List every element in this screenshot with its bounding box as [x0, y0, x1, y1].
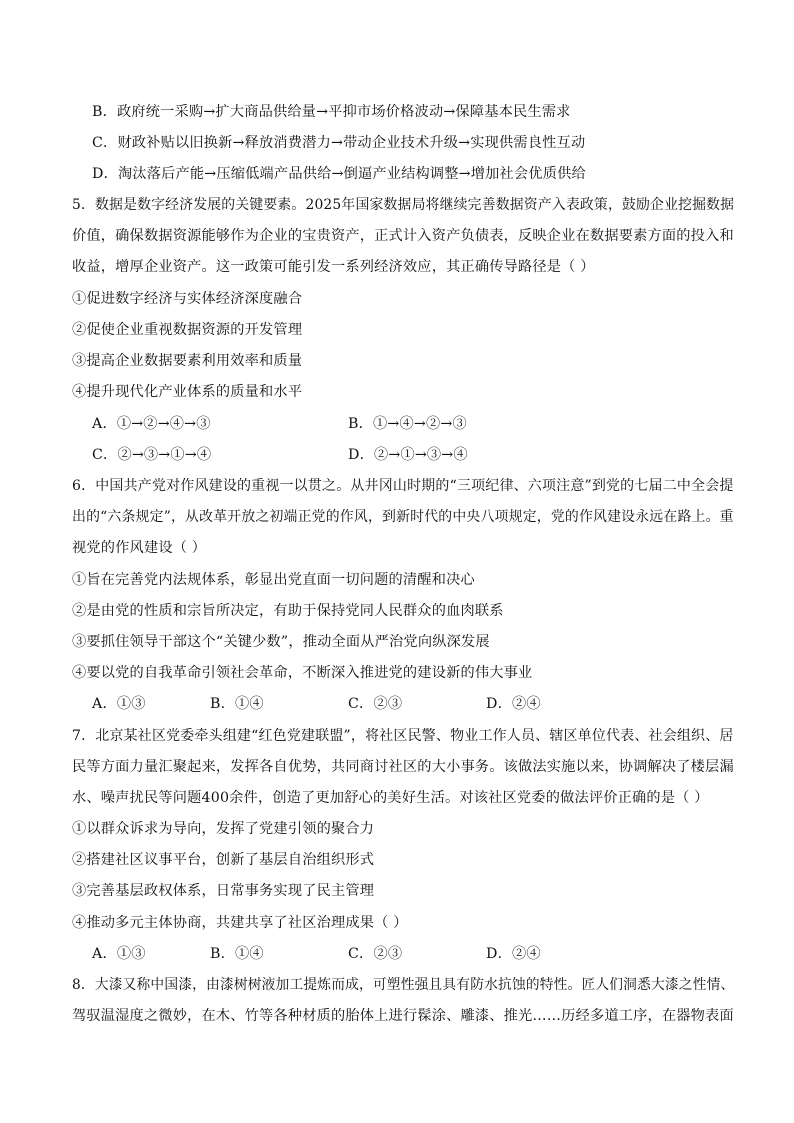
q7-stem-line-1: 7．北京某社区党委牵头组建“红色党建联盟”，将社区民警、物业工作人员、辖区单位代表、社会组织、居 [72, 728, 734, 744]
q6-option-b[interactable]: B．①④ [210, 696, 264, 712]
q7-option-b[interactable]: B．①④ [210, 946, 264, 962]
q5-option-a[interactable]: A．①→②→④→③ [92, 416, 211, 432]
q6-item-1: ①旨在完善党内法规体系，彰显出党直面一切问题的清醒和决心 [72, 572, 475, 588]
q7-item-3: ③完善基层政权体系，日常事务实现了民主管理 [72, 883, 375, 899]
q5-option-c[interactable]: C．②→③→①→④ [92, 447, 212, 463]
q6-option-c[interactable]: C．②③ [348, 696, 403, 712]
q5-option-b[interactable]: B．①→④→②→③ [348, 416, 467, 432]
q7-item-4: ④推动多元主体协商，共建共享了社区治理成果（ ） [72, 915, 408, 931]
q4-option-b: B．政府统一采购→扩大商品供给量→平抑市场价格波动→保障基本民生需求 [92, 104, 571, 120]
q7-option-d[interactable]: D．②④ [486, 946, 541, 962]
q4-option-d: D．淘汰落后产能→压缩低端产品供给→倒逼产业结构调整→增加社会优质供给 [92, 166, 586, 182]
q5-stem-line-1: 5．数据是数字经济发展的关键要素。2025年国家数据局将继续完善数据资产入表政策，鼓励企业挖掘数据 [72, 197, 735, 213]
q7-option-a[interactable]: A．①③ [92, 946, 146, 962]
q6-item-3: ③要抓住领导干部这个“关键少数”，推动全面从严治党向纵深发展 [72, 634, 490, 650]
q6-stem-line-1: 6．中国共产党对作风建设的重视一以贯之。从井冈山时期的“三项纪律、六项注意”到党的七届二中全会提 [72, 478, 734, 494]
q6-item-4: ④要以党的自我革命引领社会革命，不断深入推进党的建设新的伟大事业 [72, 665, 533, 681]
q6-stem-line-3: 视党的作风建设（ ） [72, 540, 207, 556]
q7-stem-line-2: 民等方面力量汇聚起来，发挥各自优势，共同商讨社区的大小事务。该做法实施以来，协调解决了楼层漏 [72, 759, 734, 775]
q5-item-3: ③提高企业数据要素利用效率和质量 [72, 353, 303, 369]
q7-item-2: ②搭建社区议事平台，创新了基层自治组织形式 [72, 852, 375, 868]
q8-stem-line-2: 驾驭温湿度之微妙，在木、竹等各种材质的胎体上进行髹涂、雕漆、推光……历经多道工序，在器物表面 [72, 1008, 734, 1024]
q5-item-2: ②促使企业重视数据资源的开发管理 [72, 322, 303, 338]
q7-stem-line-3: 水、噪声扰民等问题400余件，创造了更加舒心的美好生活。对该社区党委的做法评价正确的是（ ） [72, 790, 709, 806]
q7-item-1: ①以群众诉求为导向，发挥了党建引领的聚合力 [72, 821, 375, 837]
q6-item-2: ②是由党的性质和宗旨所决定，有助于保持党同人民群众的血肉联系 [72, 603, 504, 619]
q6-stem-line-2: 出的“六条规定”，从改革开放之初端正党的作风，到新时代的中央八项规定，党的作风建设永远在路上。重 [72, 509, 734, 525]
q5-stem-line-3: 收益，增厚企业资产。这一政策可能引发一系列经济效应，其正确传导路径是（ ） [72, 259, 595, 275]
q5-item-4: ④提升现代化产业体系的质量和水平 [72, 384, 303, 400]
q5-item-1: ①促进数字经济与实体经济深度融合 [72, 291, 303, 307]
q6-option-d[interactable]: D．②④ [486, 696, 541, 712]
q8-stem-line-1: 8．大漆又称中国漆，由漆树树液加工提炼而成，可塑性强且具有防水抗蚀的特性。匠人们洞悉大漆之性情、 [72, 977, 735, 993]
q6-option-a[interactable]: A．①③ [92, 696, 146, 712]
q5-option-d[interactable]: D．②→①→③→④ [348, 447, 468, 463]
q4-option-c: C．财政补贴以旧换新→释放消费潜力→带动企业技术升级→实现供需良性互动 [92, 135, 586, 151]
q7-option-c[interactable]: C．②③ [348, 946, 403, 962]
q5-stem-line-2: 价值，确保数据资源能够作为企业的宝贵资产，正式计入资产负债表，反映企业在数据要素方面的投入和 [72, 228, 734, 244]
